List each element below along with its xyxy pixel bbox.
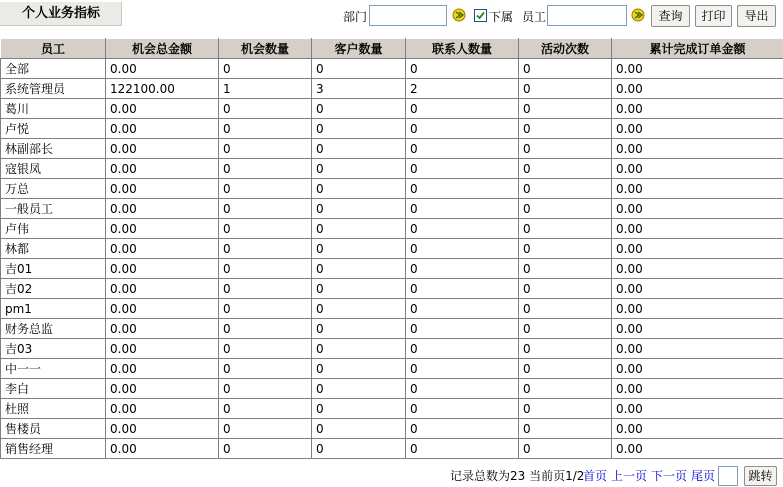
table-cell: 0 — [406, 159, 519, 179]
table-cell: 0 — [406, 299, 519, 319]
table-cell: 0.00 — [106, 59, 219, 79]
employee-name-cell: 杜照 — [1, 399, 106, 419]
employee-picker-icon[interactable] — [631, 7, 645, 23]
table-cell: 0.00 — [612, 299, 783, 319]
table-row — [1, 379, 783, 399]
check-icon — [475, 10, 486, 21]
table-row — [1, 119, 783, 139]
column-header: 机会数量 — [219, 39, 312, 59]
table-cell: 0.00 — [612, 239, 783, 259]
record-summary: 记录总数为23 当前页1/2 — [450, 469, 585, 483]
table-cell: 0 — [219, 179, 312, 199]
table-cell: 0.00 — [612, 159, 783, 179]
table-cell: 0 — [519, 59, 612, 79]
table-cell: 0 — [406, 399, 519, 419]
table-cell: 0 — [219, 259, 312, 279]
table-cell: 0 — [312, 439, 406, 459]
employee-name-cell: 寇银凤 — [1, 159, 106, 179]
table-cell: 0.00 — [612, 179, 783, 199]
subordinate-checkbox[interactable] — [474, 9, 487, 22]
table-cell: 0 — [519, 399, 612, 419]
table-row — [1, 339, 783, 359]
table-cell: 0 — [519, 179, 612, 199]
table-cell: 0.00 — [106, 439, 219, 459]
table-cell: 0 — [406, 319, 519, 339]
table-cell: 0 — [519, 299, 612, 319]
table-cell: 3 — [312, 79, 406, 99]
table-cell: 0 — [312, 139, 406, 159]
table-cell: 0 — [519, 99, 612, 119]
last-page-link[interactable]: 尾页 — [691, 469, 716, 483]
table-row — [1, 139, 783, 159]
table-cell: 0 — [312, 279, 406, 299]
table-cell: 0 — [219, 59, 312, 79]
employee-name-cell: 一般员工 — [1, 199, 106, 219]
table-cell: 0.00 — [106, 299, 219, 319]
employee-name-cell: 吉02 — [1, 279, 106, 299]
table-row — [1, 219, 783, 239]
table-header-row — [1, 39, 783, 59]
table-cell: 0 — [519, 199, 612, 219]
table-cell: 0 — [312, 339, 406, 359]
table-cell: 0.00 — [612, 199, 783, 219]
table-cell: 0.00 — [612, 359, 783, 379]
print-button[interactable]: 打印 — [695, 5, 732, 27]
table-cell: 0 — [219, 319, 312, 339]
table-row — [1, 179, 783, 199]
table-cell: 0 — [406, 199, 519, 219]
table-cell: 0 — [312, 99, 406, 119]
table-cell: 0 — [406, 379, 519, 399]
employee-name-cell: 卢伟 — [1, 219, 106, 239]
next-page-link[interactable]: 下一页 — [651, 469, 688, 483]
table-cell: 0 — [406, 119, 519, 139]
toolbar — [0, 5, 783, 27]
table-cell: 0 — [519, 419, 612, 439]
table-cell: 0.00 — [106, 239, 219, 259]
employee-name-cell: 葛川 — [1, 99, 106, 119]
table-cell: 0 — [519, 379, 612, 399]
table-cell: 0.00 — [612, 119, 783, 139]
employee-name-cell: pm1 — [1, 299, 106, 319]
table-cell: 0 — [312, 199, 406, 219]
table-cell: 0.00 — [106, 139, 219, 159]
table-cell: 0 — [219, 419, 312, 439]
column-header: 活动次数 — [519, 39, 612, 59]
employee-name-cell: 中一一 — [1, 359, 106, 379]
table-row — [1, 319, 783, 339]
page-title: 个人业务指标 — [0, 2, 122, 26]
table-cell: 0.00 — [106, 179, 219, 199]
table-cell: 0 — [312, 419, 406, 439]
table-cell: 0.00 — [612, 419, 783, 439]
table-cell: 0 — [519, 119, 612, 139]
table-body — [1, 59, 783, 459]
table-cell: 0 — [312, 299, 406, 319]
column-header: 联系人数量 — [406, 39, 519, 59]
table-cell: 0.00 — [612, 219, 783, 239]
table-cell: 0.00 — [612, 319, 783, 339]
table-cell: 0 — [406, 259, 519, 279]
table-cell: 0 — [312, 359, 406, 379]
table-cell: 0 — [406, 139, 519, 159]
table-row — [1, 99, 783, 119]
table-cell: 0 — [406, 359, 519, 379]
employee-name-cell: 林副部长 — [1, 139, 106, 159]
table-cell: 0.00 — [612, 99, 783, 119]
table-cell: 0 — [219, 219, 312, 239]
employee-name-cell: 万总 — [1, 179, 106, 199]
dept-picker-icon[interactable] — [452, 7, 466, 23]
table-cell: 0 — [219, 439, 312, 459]
table-cell: 0 — [219, 379, 312, 399]
employee-name-cell: 李白 — [1, 379, 106, 399]
table-cell: 0 — [219, 159, 312, 179]
table-cell: 0 — [312, 219, 406, 239]
subordinate-label: 下属 — [489, 10, 514, 24]
employee-name-cell: 系统管理员 — [1, 79, 106, 99]
table-cell: 0 — [219, 139, 312, 159]
table-cell: 0 — [519, 319, 612, 339]
table-cell: 122100.00 — [106, 79, 219, 99]
table-cell: 0 — [406, 419, 519, 439]
table-cell: 0 — [519, 359, 612, 379]
query-button[interactable]: 查询 — [651, 5, 690, 27]
table-cell: 0.00 — [106, 419, 219, 439]
table-cell: 0.00 — [612, 279, 783, 299]
table-cell: 0.00 — [106, 279, 219, 299]
table-cell: 0.00 — [106, 159, 219, 179]
employee-name-cell: 卢悦 — [1, 119, 106, 139]
table-row — [1, 79, 783, 99]
table-cell: 0 — [519, 279, 612, 299]
table-row — [1, 59, 783, 79]
table-row — [1, 239, 783, 259]
metrics-table — [0, 38, 783, 459]
table-row — [1, 359, 783, 379]
column-header: 员工 — [1, 39, 106, 59]
table-row — [1, 299, 783, 319]
table-cell: 0 — [312, 59, 406, 79]
table-cell: 0 — [406, 59, 519, 79]
first-page-link[interactable]: 首页 — [583, 469, 608, 483]
column-header: 机会总金额 — [106, 39, 219, 59]
page-number-input[interactable] — [718, 466, 738, 486]
dept-label: 部门 — [343, 10, 368, 24]
dept-input[interactable] — [369, 5, 447, 26]
table-cell: 0.00 — [106, 259, 219, 279]
table-cell: 0 — [406, 339, 519, 359]
table-row — [1, 279, 783, 299]
table-cell: 0 — [312, 159, 406, 179]
employee-name-cell: 林都 — [1, 239, 106, 259]
table-row — [1, 259, 783, 279]
table-row — [1, 419, 783, 439]
table-cell: 0 — [406, 179, 519, 199]
table-cell: 0.00 — [612, 59, 783, 79]
table-cell: 0 — [219, 99, 312, 119]
table-cell: 2 — [406, 79, 519, 99]
table-cell: 0 — [312, 239, 406, 259]
table-cell: 0 — [312, 319, 406, 339]
table-cell: 0 — [406, 219, 519, 239]
prev-page-link[interactable]: 上一页 — [611, 469, 648, 483]
table-cell: 0 — [519, 139, 612, 159]
table-cell: 0.00 — [612, 79, 783, 99]
employee-name-cell: 吉01 — [1, 259, 106, 279]
table-cell: 0.00 — [612, 399, 783, 419]
table-cell: 0.00 — [106, 119, 219, 139]
table-cell: 0 — [312, 399, 406, 419]
export-button[interactable]: 导出 — [737, 5, 776, 27]
table-cell: 0 — [519, 439, 612, 459]
table-cell: 0 — [312, 379, 406, 399]
table-cell: 0.00 — [612, 379, 783, 399]
table-cell: 0 — [219, 299, 312, 319]
table-cell: 0.00 — [612, 439, 783, 459]
table-cell: 0 — [406, 439, 519, 459]
employee-name-cell: 销售经理 — [1, 439, 106, 459]
table-cell: 0.00 — [106, 359, 219, 379]
table-row — [1, 399, 783, 419]
table-cell: 0.00 — [612, 139, 783, 159]
employee-name-cell: 售楼员 — [1, 419, 106, 439]
table-row — [1, 159, 783, 179]
table-cell: 0.00 — [106, 99, 219, 119]
table-cell: 0 — [219, 199, 312, 219]
go-page-button[interactable]: 跳转 — [744, 466, 777, 486]
table-cell: 0 — [406, 279, 519, 299]
table-cell: 0 — [219, 279, 312, 299]
table-cell: 1 — [219, 79, 312, 99]
table-cell: 0 — [312, 179, 406, 199]
table-cell: 0 — [312, 119, 406, 139]
table-cell: 0 — [219, 359, 312, 379]
table-row — [1, 199, 783, 219]
table-cell: 0 — [519, 159, 612, 179]
employee-name-cell: 全部 — [1, 59, 106, 79]
table-cell: 0 — [219, 339, 312, 359]
table-cell: 0 — [519, 259, 612, 279]
table-cell: 0.00 — [106, 339, 219, 359]
table-cell: 0 — [519, 219, 612, 239]
table-cell: 0.00 — [106, 199, 219, 219]
table-cell: 0.00 — [106, 379, 219, 399]
table-cell: 0.00 — [106, 219, 219, 239]
table-row — [1, 439, 783, 459]
table-cell: 0.00 — [612, 259, 783, 279]
employee-input[interactable] — [547, 5, 627, 26]
table-cell: 0 — [519, 79, 612, 99]
table-cell: 0 — [406, 99, 519, 119]
column-header: 累计完成订单金额 — [612, 39, 783, 59]
table-cell: 0 — [519, 239, 612, 259]
table-cell: 0 — [219, 399, 312, 419]
table-cell: 0.00 — [612, 339, 783, 359]
table-cell: 0.00 — [106, 399, 219, 419]
table-cell: 0 — [219, 119, 312, 139]
employee-name-cell: 财务总监 — [1, 319, 106, 339]
table-cell: 0 — [312, 259, 406, 279]
table-cell: 0 — [406, 239, 519, 259]
table-cell: 0 — [519, 339, 612, 359]
table-cell: 0.00 — [106, 319, 219, 339]
column-header: 客户数量 — [312, 39, 406, 59]
table-cell: 0 — [219, 239, 312, 259]
employee-label: 员工 — [522, 10, 547, 24]
employee-name-cell: 吉03 — [1, 339, 106, 359]
